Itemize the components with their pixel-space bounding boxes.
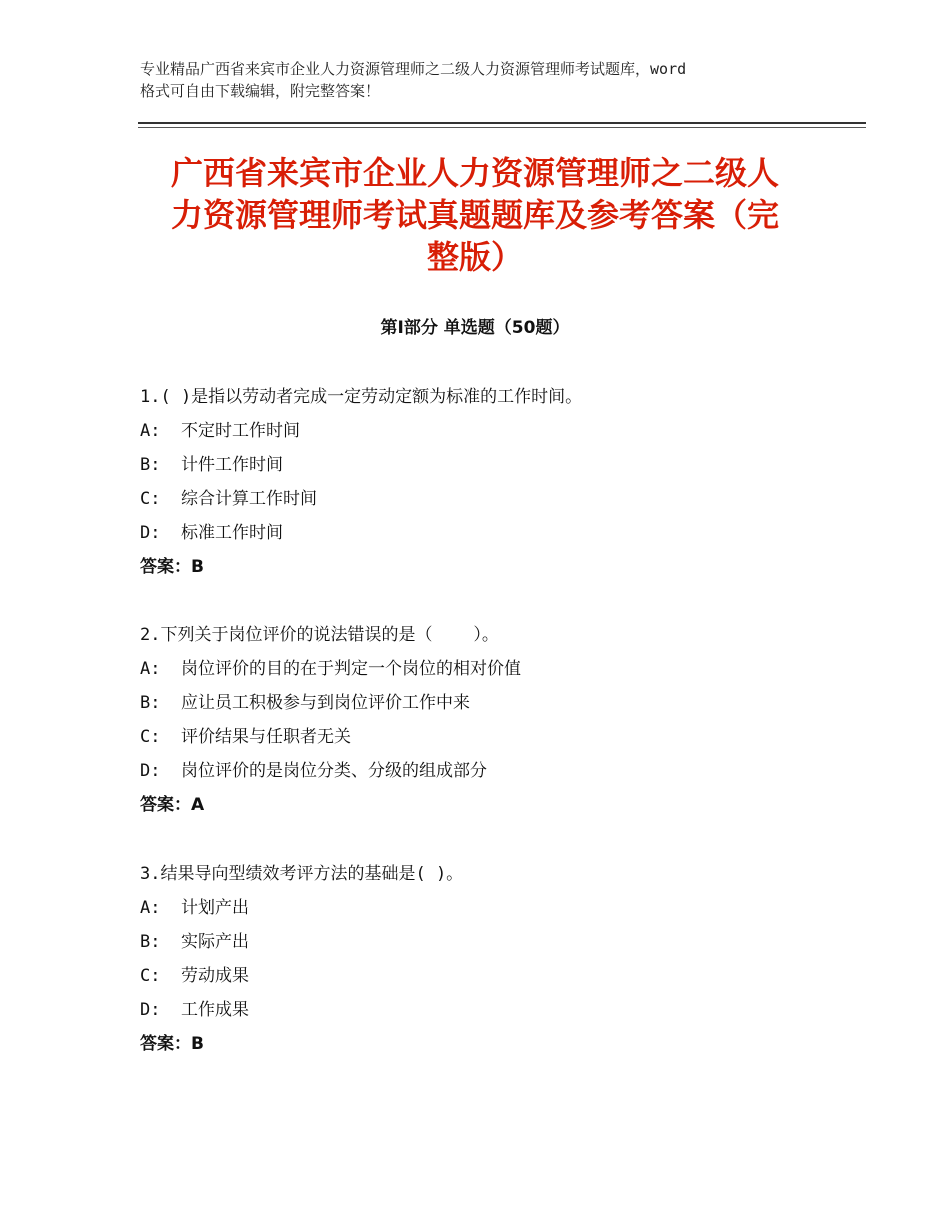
option-c: C: 劳动成果 [140, 966, 249, 986]
question-stem: 2.下列关于岗位评价的说法错误的是（ ）。 [140, 625, 499, 645]
option-a: A: 岗位评价的目的在于判定一个岗位的相对价值 [140, 659, 521, 679]
section-title: 第Ⅰ部分 单选题（50题） [380, 318, 570, 338]
header-note-line-1: 专业精品广西省来宾市企业人力资源管理师之二级人力资源管理师考试题库，word [140, 60, 687, 78]
answer: 答案：B [140, 1034, 204, 1054]
option-c: C: 评价结果与任职者无关 [140, 727, 351, 747]
document-title-line-2: 力资源管理师考试真题题库及参考答案（完 [170, 196, 779, 234]
option-a: A: 计划产出 [140, 898, 249, 918]
question-stem: 1.( )是指以劳动者完成一定劳动定额为标准的工作时间。 [140, 387, 583, 407]
header-divider [138, 122, 866, 124]
option-d: D: 工作成果 [140, 1000, 249, 1020]
document-title-line-3: 整版） [426, 238, 523, 276]
header-note-line-2: 格式可自由下载编辑，附完整答案！ [140, 82, 381, 100]
question-1 [140, 380, 820, 584]
answer: 答案：B [140, 557, 204, 577]
document-title [130, 152, 820, 278]
option-b: B: 计件工作时间 [140, 455, 283, 475]
answer: 答案：A [140, 795, 205, 815]
option-a: A: 不定时工作时间 [140, 421, 300, 441]
question-3 [140, 857, 820, 1061]
header-note [140, 58, 830, 102]
option-b: B: 实际产出 [140, 932, 249, 952]
question-2 [140, 618, 820, 822]
document-title-line-1: 广西省来宾市企业人力资源管理师之二级人 [170, 154, 779, 192]
option-b: B: 应让员工积极参与到岗位评价工作中来 [140, 693, 470, 713]
question-stem: 3.结果导向型绩效考评方法的基础是( )。 [140, 864, 464, 884]
option-d: D: 岗位评价的是岗位分类、分级的组成部分 [140, 761, 487, 781]
option-c: C: 综合计算工作时间 [140, 489, 317, 509]
option-d: D: 标准工作时间 [140, 523, 283, 543]
header-divider-thin [138, 127, 866, 128]
